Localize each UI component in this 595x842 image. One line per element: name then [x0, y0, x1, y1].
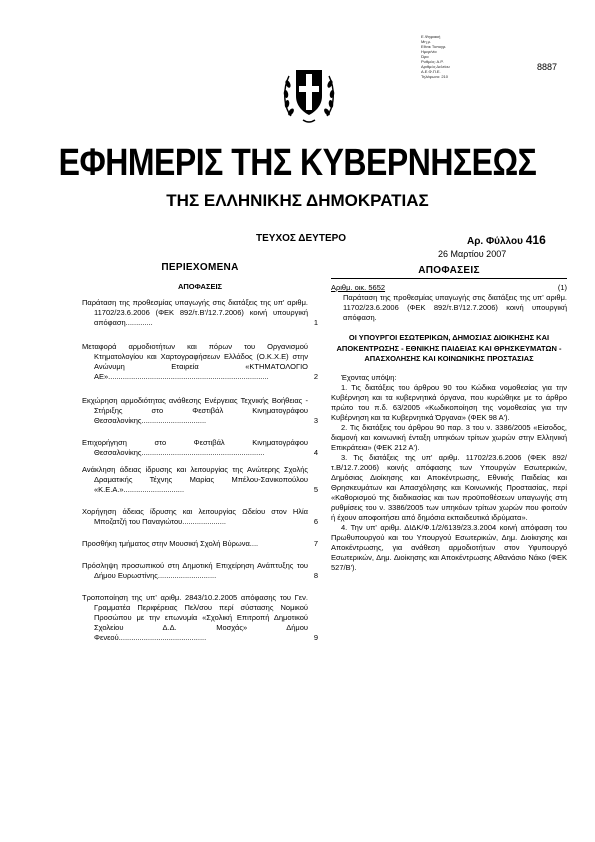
sheet-number	[467, 233, 546, 247]
toc-item-text: Ανάκληση άδειας ίδρυσης και λειτουργίας της Ανώτερης Σχολής Δραματικής Τέχνης Μαρίας Μπέλου-Σανικοπούλου «Κ.Ε.Α.».............................	[82, 465, 308, 494]
ministers-heading: ΟΙ ΥΠΟΥΡΓΟΙ ΕΣΩΤΕΡΙΚΩΝ, ΔΗΜΟΣΙΑΣ ΔΙΟΙΚΗΣΗΣ ΚΑΙ ΑΠΟΚΕΝΤΡΩΣΗΣ - ΕΘΝΙΚΗΣ ΠΑΙΔΕΙΑΣ ΚΑΙ ΘΡΗΣΚΕΥΜΑΤΩΝ - ΑΠΑΣΧΟΛΗΣΗΣ ΚΑΙ ΚΟΙΝΩΝΙΚΗΣ ΠΡΟΣΤΑΣΙΑΣ	[336, 333, 562, 363]
toc-item[interactable]	[82, 465, 318, 495]
decision-ref-number: (1)	[557, 283, 567, 292]
toc-item[interactable]	[82, 298, 318, 328]
toc-item[interactable]	[82, 438, 318, 458]
toc-item-page: 8	[313, 571, 318, 580]
decisions-heading: ΑΠΟΦΑΣΕΙΣ	[418, 265, 480, 276]
toc-item[interactable]	[82, 561, 318, 581]
issue-date: 26 Μαρτίου 2007	[438, 249, 507, 259]
toc-item-text: Πρόσληψη προσωπικού στη Δημοτική Επιχείρηση Ανάπτυξης του Δήμου Ευρωστίνης............................	[82, 561, 308, 580]
toc-item-text: Επιχορήγηση στο Φεστιβάλ Κινηματογράφου Θεσσαλονίκης...........................................................	[82, 438, 308, 457]
stamp-line: Ε.Ψηφιακή	[421, 34, 441, 39]
coat-of-arms-icon	[281, 58, 337, 126]
toc-item[interactable]	[82, 342, 318, 382]
decision-paragraph: 3. Τις διατάξεις της υπ' αριθμ. 11702/23.6.2006 (ΦΕΚ 892/τ.Β/12.7.2006) κοινής απόφασης των Υπουργών Εσωτερικών, Δημόσιας Διοίκησης και Αποκέντρωσης, Εθνικής Παιδείας και Θρησκευμάτων και Απασχόλησης και Κοινωνικής Προστασίας, περί «Καθορισμού της διαδικασίας και των προϋποθέσεων υπαγωγής στη ρυθμίσεις του ν. 3386/2005 των υπηκόων τρίτων χωρών που φοιτούν ή έχουν αποφοιτήσει από δημόσια εκπαιδευτικά ιδρύματα».	[331, 452, 567, 522]
decision-reference	[331, 283, 567, 293]
gazette-title: ΕΦΗΜΕΡΙΣ ΤΗΣ ΚΥΒΕΡΝΗΣΕΩΣ	[58, 140, 537, 184]
toc-item-text: Παράταση της προθεσμίας υπαγωγής στις διατάξεις της υπ' αριθμ. 11702/23.6.2006 (ΦΕΚ 892/τ.Β'/12.7.2006) κοινή υπουργική απόφαση.............	[82, 298, 308, 327]
registration-stamp	[421, 34, 513, 79]
decision-paragraph: 4. Την υπ' αριθμ. ΔΙΔΚ/Φ.1/2/6139/23.3.2004 κοινή απόφαση του Πρωθυπουργού και του Υπουργού Εσωτερικών, Δημ. Διοίκησης και Αποκέντρωσης, για ανάθεση αρμοδιοτήτων στον Υφυπουργό Εσωτερικών, Δημ. Διοίκησης και Αποκέντρωσης Αθανάσιο Νάκο (ΦΕΚ 527/Β').	[331, 522, 567, 572]
gazette-subtitle: ΤΗΣ ΕΛΛΗΝΙΚΗΣ ΔΗΜΟΚΡΑΤΙΑΣ	[166, 191, 429, 210]
decision-intro: Έχοντας υπόψη:	[341, 372, 397, 382]
toc-item-page: 6	[313, 517, 318, 526]
contents-column	[82, 262, 318, 650]
contents-subheading: ΑΠΟΦΑΣΕΙΣ	[177, 282, 223, 291]
stamp-line: Ρυθμός: Α.Ρ.	[421, 59, 444, 64]
contents-heading: ΠΕΡΙΕΧΟΜΕΝΑ	[161, 262, 239, 273]
stamp-line: Αριθμός Δελτίου	[421, 64, 450, 69]
sheet-number-value: 416	[525, 233, 546, 247]
toc-item-page: 9	[313, 633, 318, 642]
divider	[331, 278, 567, 279]
toc-item-page: 3	[313, 416, 318, 425]
toc-item[interactable]	[82, 593, 318, 643]
decision-summary: Παράταση της προθεσμίας υπαγωγής στις διατάξεις της υπ' αριθμ. 11702/23.6.2006 (ΦΕΚ 892/τ.Β'/12.7.2006) κοινή υπουργική απόφαση.	[343, 293, 567, 322]
toc-item-text: Εκχώρηση αρμοδιότητας ανάθεσης Ενέργειας Τεχνικής Βοήθειας - Στήριξης στο Φεστιβάλ Κινηματογράφου Θεσσαλονίκης...............................	[82, 396, 308, 425]
decision-paragraph: 1. Τις διατάξεις του άρθρου 90 του Κώδικα νομοθεσίας για την Κυβέρνηση και τα κυβερνητικά όργανα, που κυρώθηκε με το άρθρο πρώτο του π.δ. 63/2005 «Κωδικοποίηση της νομοθεσίας για την Κυβέρνηση και τα Κυβερνητικά Όργανα» (ΦΕΚ 98 Α').	[331, 382, 567, 422]
toc-item-page: 4	[313, 448, 318, 457]
toc-item-text: Μεταφορά αρμοδιοτήτων και πόρων του Οργανισμού Κτηματολογίου και Χαρτογραφήσεων Ελλάδος (Ο.Κ.Χ.Ε) στην Ανώνυμη Εταιρεία «ΚΤΗΜΑΤΟΛΟΓΙΟ ΑΕ».............................................................................	[82, 342, 308, 381]
stamp-line: Τηλέφωνο: 210	[421, 74, 448, 79]
toc-item[interactable]	[82, 507, 318, 527]
toc-item[interactable]	[82, 396, 318, 426]
toc-item-text: Τροποποίηση της υπ' αριθμ. 2843/10.2.2005 απόφασης του Γεν. Γραμματέα Περιφέρειας Πελ/σου περί σύστασης Νομικού Προσώπου με την επωνυμία «Σχολική Επιτροπή Δημοτικού Σχολείου Δ.Δ. Μοσχάς» Δήμου Φενεού..........................................	[82, 593, 308, 642]
issue-type: ΤΕΥΧΟΣ ΔΕΥΤΕΡΟ	[256, 233, 347, 244]
toc-item-page: 5	[313, 485, 318, 494]
stamp-line: Εθνικ Τυπογρ.	[421, 44, 447, 49]
stamp-line: Ημερ/νία	[421, 49, 437, 54]
page-number: 8887	[537, 62, 558, 72]
toc-item-page: 2	[313, 372, 318, 381]
decisions-column	[331, 265, 567, 573]
toc-item-page: 1	[313, 318, 318, 327]
decision-ref-text: Αριθμ. οικ. 5652	[331, 283, 386, 292]
toc-item-text: Προσθήκη τμήματος στην Μουσική Σχολή Βύρωνα....	[82, 539, 259, 548]
decision-paragraph: 2. Τις διατάξεις του άρθρου 90 παρ. 3 του ν. 3386/2005 «Είσοδος, διαμονή και κοινωνική ένταξη υπηκόων τρίτων χωρών στην Ελληνική Επικράτεια» (ΦΕΚ 212 Α').	[331, 422, 567, 452]
stamp-line: Μη μ.	[421, 39, 432, 44]
toc-item-text: Χορήγηση άδειας ίδρυσης και λειτουργίας Ωδείου στον Ηλία Μποζατζή του Παναγιώτου.....................	[82, 507, 308, 526]
stamp-line: Ώρα	[421, 54, 429, 59]
toc-item[interactable]	[82, 539, 318, 549]
toc-item-page: 7	[313, 539, 318, 548]
sheet-label: Αρ. Φύλλου	[467, 236, 523, 247]
stamp-line: Α.Ε.Φ.Π.Ε.	[421, 69, 441, 74]
